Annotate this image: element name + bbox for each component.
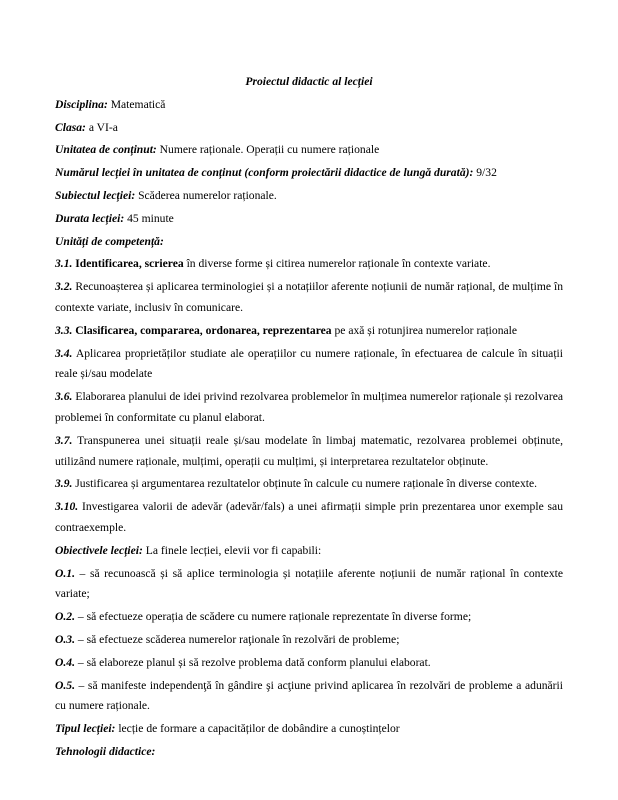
tipul-value: lecție de formare a capacităților de dobândire a cunoștințelor <box>115 722 400 736</box>
tehnologii-line <box>55 742 563 763</box>
unitatea-line <box>55 140 563 161</box>
competence-code: 3.6. <box>55 390 73 404</box>
document-title: Proiectul didactic al lecției <box>245 75 373 88</box>
lesson-plan-document <box>55 72 563 765</box>
competence-bold: Identificarea, scrierea <box>72 257 184 271</box>
obiective-intro: La finele lecției, elevii vor fi capabili: <box>142 543 322 557</box>
competence-item <box>55 387 563 429</box>
clasa-line <box>55 118 563 139</box>
competence-code: 3.2. <box>55 280 73 294</box>
objective-text: – să manifeste independenţă în gândire şi acţiune privind aplicarea în rezolvări de probleme a adunării cu numere raționale. <box>55 678 563 713</box>
tipul-line <box>55 719 563 740</box>
numarul-value: 9/32 <box>473 166 497 180</box>
competence-code: 3.4. <box>55 346 73 360</box>
objective-code: O.3. <box>55 632 75 646</box>
objective-code: O.5. <box>55 678 75 692</box>
objective-code: O.4. <box>55 655 75 669</box>
objective-text: – să efectueze scăderea numerelor raţionale în rezolvări de probleme; <box>74 632 400 646</box>
competence-code: 3.1. <box>55 257 73 271</box>
durata-line <box>55 209 563 230</box>
competence-code: 3.10. <box>55 500 79 514</box>
tipul-label: Tipul lecției: <box>55 722 116 736</box>
competence-bold: Clasificarea, compararea, ordonarea, reprezentarea <box>72 323 332 337</box>
competence-text: Recunoașterea și aplicarea terminologiei și a notațiilor aferente noțiunii de număr rațional, de mulțime în contexte variate, inclusiv în comunicare. <box>55 280 563 314</box>
competente-heading <box>55 232 563 253</box>
clasa-value: a VI-a <box>85 120 118 134</box>
competence-text: în diverse forme și citirea numerelor raționale în contexte variate. <box>183 257 491 271</box>
competence-text: Elaborarea planului de idei privind rezolvarea problemelor în mulțimea numerelor raționale și rezolvarea problemei în conformitate cu planul elaborat. <box>55 390 563 424</box>
numarul-line <box>55 163 563 184</box>
competence-item <box>55 277 563 319</box>
competence-text: Transpunerea unei situații reale și/sau modelate în limbaj matematic, rezolvarea problemei obținute, utilizând numere raționale, mulțimi, operații cu mulțimi, și interpretarea rezultatelor obținute. <box>55 433 563 468</box>
numarul-label: Numărul lecției în unitatea de conținut (conform proiectării didactice de lungă durată): <box>55 166 474 180</box>
subiectul-line <box>55 186 563 207</box>
objective-text: – să elaboreze planul și să rezolve problema dată conform planului elaborat. <box>74 655 431 669</box>
obiective-label: Obiectivele lecției: <box>55 543 143 557</box>
objective-code: O.2. <box>55 610 75 624</box>
obiective-heading <box>55 541 563 562</box>
competence-item <box>55 321 563 342</box>
durata-label: Durata lecției: <box>55 211 125 225</box>
competence-text: Justificarea și argumentarea rezultatelor obținute în calcule cu numere raționale în diverse contexte. <box>72 477 538 491</box>
objective-item <box>55 607 563 628</box>
objective-code: O.1. <box>55 566 75 580</box>
subiectul-value: Scăderea numerelor raționale. <box>135 188 277 202</box>
competence-code: 3.7. <box>55 433 73 447</box>
competente-label: Unități de competență: <box>55 234 164 248</box>
durata-value: 45 minute <box>124 211 174 225</box>
competence-item <box>55 497 563 539</box>
objective-text: – să recunoască și să aplice terminologia și notațiile aferente noțiunii de număr rațional în contexte variate; <box>55 566 563 601</box>
unitatea-label: Unitatea de conținut: <box>55 143 157 157</box>
disciplina-value: Matematică <box>107 97 166 111</box>
objective-item <box>55 630 563 651</box>
objective-item <box>55 653 563 674</box>
disciplina-label: Disciplina: <box>55 97 108 111</box>
competence-item <box>55 344 563 386</box>
competence-item <box>55 254 563 275</box>
competence-text: pe axă și rotunjirea numerelor raționale <box>331 323 517 337</box>
competence-text: Aplicarea proprietăților studiate ale operațiilor cu numere raționale, în efectuarea de calcule în situații reale și/sau modelate <box>55 346 563 381</box>
subiectul-label: Subiectul lecției: <box>55 188 136 202</box>
objective-text: – să efectueze operația de scădere cu numere raționale reprezentate în diverse forme; <box>74 610 472 624</box>
objective-item <box>55 676 563 718</box>
objective-item <box>55 564 563 606</box>
clasa-label: Clasa: <box>55 120 86 134</box>
competence-text: Investigarea valorii de adevăr (adevăr/fals) a unei afirmații simple prin prezentarea unor exemple sau contraexemple. <box>55 500 563 534</box>
competence-code: 3.3. <box>55 323 73 337</box>
disciplina-line <box>55 95 563 116</box>
competence-item <box>55 431 563 473</box>
competence-item <box>55 474 563 495</box>
unitatea-value: Numere raționale. Operații cu numere raționale <box>156 143 380 157</box>
competence-code: 3.9. <box>55 477 73 491</box>
tehnologii-label: Tehnologii didactice: <box>55 744 156 758</box>
